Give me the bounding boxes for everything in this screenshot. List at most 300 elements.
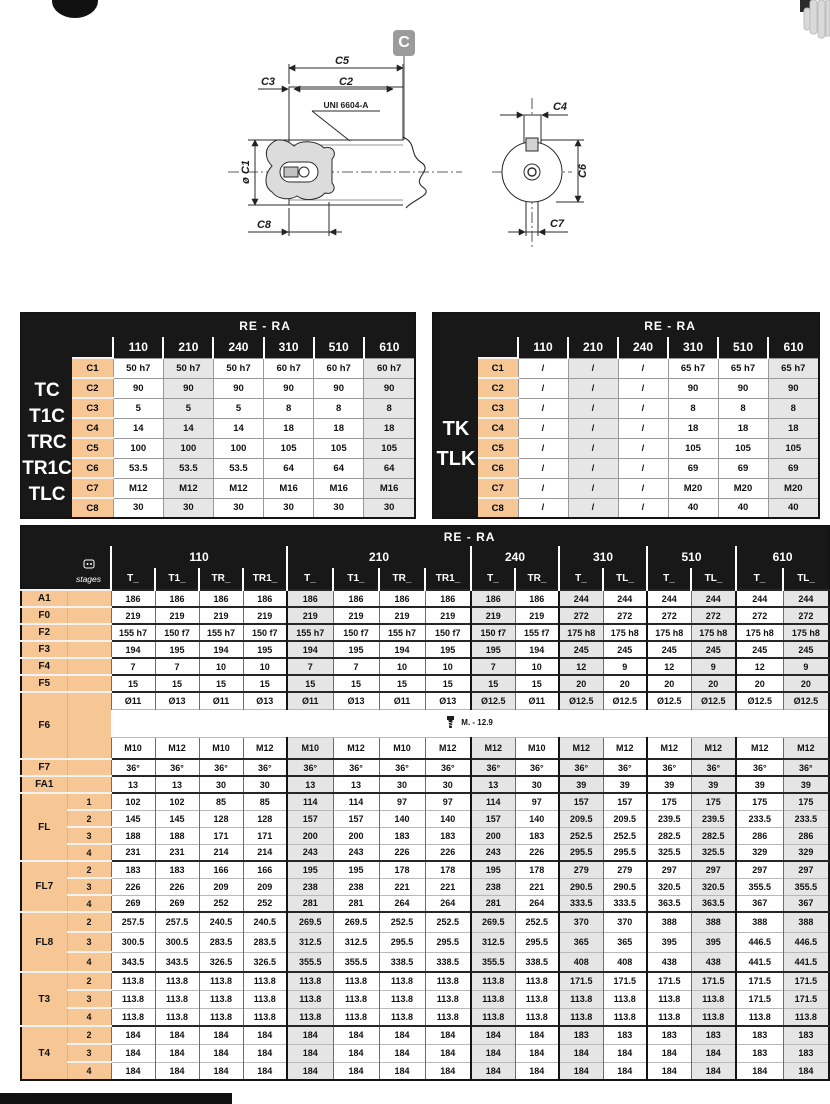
value-cell: Ø12.5 — [559, 692, 603, 709]
row-label-C7: C7 — [72, 478, 113, 498]
value-cell: 20 — [559, 675, 603, 692]
value-cell: 90 — [668, 378, 718, 398]
value-cell: Ø13 — [425, 692, 471, 709]
value-cell: 188 — [111, 827, 155, 844]
value-cell: 252 — [243, 895, 287, 912]
value-cell: 272 — [736, 607, 783, 624]
value-cell: 10 — [243, 658, 287, 675]
value-cell: 14 — [113, 418, 163, 438]
stage-cell: 2 — [67, 810, 111, 827]
value-cell: 150 f7 — [425, 624, 471, 641]
value-cell: 240.5 — [199, 912, 243, 932]
value-cell: 113.8 — [425, 1008, 471, 1026]
value-cell: 30 — [264, 498, 314, 518]
value-cell: 184 — [425, 1026, 471, 1044]
value-cell: 175 h8 — [783, 624, 829, 641]
value-cell: 194 — [111, 641, 155, 658]
value-cell: / — [618, 418, 668, 438]
value-cell: 113.8 — [155, 990, 199, 1008]
value-cell: 195 — [333, 861, 379, 878]
value-cell: M10 — [287, 737, 333, 759]
row-label-C3: C3 — [72, 398, 113, 418]
value-cell: 257.5 — [155, 912, 199, 932]
size-group-header: 610 — [736, 546, 829, 568]
value-cell: 184 — [515, 1062, 559, 1080]
value-cell: 14 — [213, 418, 263, 438]
series-group-label — [21, 313, 72, 518]
value-cell: 238 — [471, 878, 515, 895]
value-cell: 18 — [314, 418, 364, 438]
value-cell: 90 — [768, 378, 819, 398]
value-cell: M12 — [736, 737, 783, 759]
value-cell: 20 — [647, 675, 691, 692]
value-cell: 329 — [736, 844, 783, 861]
mount-column-header: T_ — [736, 568, 783, 590]
value-cell: 183 — [783, 1044, 829, 1062]
value-cell: 183 — [603, 1026, 647, 1044]
value-cell: 408 — [559, 952, 603, 972]
value-cell: 36° — [515, 759, 559, 776]
stage-cell: 3 — [67, 827, 111, 844]
value-cell: 184 — [471, 1062, 515, 1080]
value-cell: M12 — [213, 478, 263, 498]
value-cell: 150 f7 — [333, 624, 379, 641]
table-title: RE - RA — [478, 313, 819, 337]
value-cell: 338.5 — [379, 952, 425, 972]
value-cell: 194 — [379, 641, 425, 658]
value-cell: M12 — [333, 737, 379, 759]
value-cell: M12 — [691, 737, 736, 759]
value-cell: 367 — [783, 895, 829, 912]
value-cell: 65 h7 — [718, 358, 768, 378]
mount-column-header: TL_ — [691, 568, 736, 590]
mount-column-header: T_ — [559, 568, 603, 590]
value-cell: 175 h8 — [603, 624, 647, 641]
size-column-header: 110 — [518, 337, 568, 358]
value-cell: 15 — [111, 675, 155, 692]
value-cell: 272 — [691, 607, 736, 624]
value-cell: 36° — [111, 759, 155, 776]
value-cell: M10 — [515, 737, 559, 759]
value-cell: 195 — [333, 641, 379, 658]
value-cell: 438 — [691, 952, 736, 972]
value-cell: 113.8 — [691, 990, 736, 1008]
row-label-C1: C1 — [72, 358, 113, 378]
value-cell: 100 — [113, 438, 163, 458]
value-cell: 184 — [287, 1044, 333, 1062]
value-cell: 7 — [287, 658, 333, 675]
dim-label-c3: C3 — [260, 76, 276, 88]
value-cell: 184 — [471, 1044, 515, 1062]
stage-cell: 4 — [67, 895, 111, 912]
value-cell: M12 — [113, 478, 163, 498]
value-cell: 243 — [333, 844, 379, 861]
value-cell: 15 — [199, 675, 243, 692]
size-column-header: 240 — [213, 337, 263, 358]
mount-column-header: T1_ — [155, 568, 199, 590]
value-cell: M16 — [264, 478, 314, 498]
value-cell: 113.8 — [783, 1008, 829, 1026]
value-cell: 329 — [783, 844, 829, 861]
value-cell: 183 — [736, 1026, 783, 1044]
value-cell: 209 — [199, 878, 243, 895]
value-cell: 269 — [155, 895, 199, 912]
value-cell: M20 — [668, 478, 718, 498]
value-cell: 155 f7 — [515, 624, 559, 641]
value-cell: M12 — [155, 737, 199, 759]
value-cell: 325.5 — [647, 844, 691, 861]
value-cell: 102 — [111, 793, 155, 810]
value-cell: 18 — [364, 418, 415, 438]
value-cell: 195 — [155, 641, 199, 658]
value-cell: 157 — [603, 793, 647, 810]
value-cell: / — [568, 418, 618, 438]
value-cell: 39 — [647, 776, 691, 793]
value-cell: / — [518, 498, 568, 518]
value-cell: 105 — [768, 438, 819, 458]
value-cell: 281 — [287, 895, 333, 912]
value-cell: 171.5 — [736, 990, 783, 1008]
value-cell: 184 — [111, 1062, 155, 1080]
value-cell: 226 — [155, 878, 199, 895]
value-cell: Ø12.5 — [736, 692, 783, 709]
value-cell: 184 — [425, 1044, 471, 1062]
value-cell: 441.5 — [736, 952, 783, 972]
value-cell: 238 — [333, 878, 379, 895]
value-cell: 244 — [559, 590, 603, 607]
value-cell: 264 — [379, 895, 425, 912]
size-group-header: 110 — [111, 546, 287, 568]
value-cell: 145 — [155, 810, 199, 827]
value-cell: 39 — [783, 776, 829, 793]
value-cell: 113.8 — [199, 990, 243, 1008]
value-cell: 282.5 — [647, 827, 691, 844]
value-cell: 184 — [471, 1026, 515, 1044]
size-column-header: 210 — [163, 337, 213, 358]
row-label-C8: C8 — [72, 498, 113, 518]
value-cell: 175 — [783, 793, 829, 810]
value-cell: 175 — [647, 793, 691, 810]
mount-column-header: T_ — [647, 568, 691, 590]
row-label-FL: FL — [21, 793, 67, 861]
value-cell: 100 — [163, 438, 213, 458]
value-cell: 355.5 — [736, 878, 783, 895]
value-cell: 9 — [603, 658, 647, 675]
value-cell: 184 — [515, 1026, 559, 1044]
size-column-header: 310 — [668, 337, 718, 358]
value-cell: 113.8 — [515, 1008, 559, 1026]
value-cell: 183 — [647, 1026, 691, 1044]
value-cell: 194 — [515, 641, 559, 658]
value-cell: 7 — [111, 658, 155, 675]
value-cell: 30 — [243, 776, 287, 793]
stage-cell — [67, 776, 111, 793]
row-label-C4: C4 — [72, 418, 113, 438]
section-badge: C — [393, 30, 415, 56]
value-cell: / — [568, 478, 618, 498]
value-cell: Ø12.5 — [603, 692, 647, 709]
value-cell: Ø11 — [111, 692, 155, 709]
mount-column-header: TR_ — [199, 568, 243, 590]
value-cell: 283.5 — [199, 932, 243, 952]
value-cell: 10 — [515, 658, 559, 675]
value-cell: 186 — [243, 590, 287, 607]
value-cell: Ø11 — [515, 692, 559, 709]
value-cell: 30 — [213, 498, 263, 518]
value-cell: 113.8 — [379, 990, 425, 1008]
series-group-label — [433, 313, 478, 518]
value-cell: 300.5 — [155, 932, 199, 952]
value-cell: 395 — [647, 932, 691, 952]
value-cell: 157 — [287, 810, 333, 827]
stage-cell — [67, 675, 111, 692]
value-cell: 113.8 — [691, 1008, 736, 1026]
value-cell: 171.5 — [783, 972, 829, 990]
row-label-FA1: FA1 — [21, 776, 67, 793]
value-cell: 388 — [736, 912, 783, 932]
value-cell: 183 — [691, 1026, 736, 1044]
value-cell: 113.8 — [471, 1008, 515, 1026]
value-cell: 114 — [287, 793, 333, 810]
value-cell: 113.8 — [243, 990, 287, 1008]
size-group-header: 310 — [559, 546, 647, 568]
value-cell: 171 — [199, 827, 243, 844]
value-cell: 166 — [243, 861, 287, 878]
value-cell: 12 — [736, 658, 783, 675]
value-cell: / — [568, 498, 618, 518]
stage-cell: 2 — [67, 861, 111, 878]
value-cell: 113.8 — [111, 990, 155, 1008]
value-cell: 194 — [199, 641, 243, 658]
value-cell: 36° — [287, 759, 333, 776]
value-cell: 195 — [287, 861, 333, 878]
value-cell: 15 — [425, 675, 471, 692]
value-cell: 290.5 — [603, 878, 647, 895]
mount-column-header: T_ — [471, 568, 515, 590]
value-cell: / — [518, 478, 568, 498]
value-cell: 15 — [155, 675, 199, 692]
value-cell: 97 — [425, 793, 471, 810]
value-cell: 8 — [718, 398, 768, 418]
value-cell: 12 — [647, 658, 691, 675]
stage-cell: 4 — [67, 844, 111, 861]
value-cell: 395 — [691, 932, 736, 952]
value-cell: 243 — [287, 844, 333, 861]
value-cell: 388 — [691, 912, 736, 932]
stage-cell: 3 — [67, 932, 111, 952]
value-cell: 36° — [199, 759, 243, 776]
value-cell: 257.5 — [111, 912, 155, 932]
size-group-header: 210 — [287, 546, 471, 568]
value-cell: 40 — [718, 498, 768, 518]
value-cell: 175 — [736, 793, 783, 810]
value-cell: 446.5 — [783, 932, 829, 952]
value-cell: 171.5 — [603, 972, 647, 990]
value-cell: Ø13 — [333, 692, 379, 709]
end-view — [492, 98, 584, 247]
value-cell: 105 — [668, 438, 718, 458]
value-cell: M12 — [243, 737, 287, 759]
value-cell: 30 — [113, 498, 163, 518]
value-cell: 5 — [163, 398, 213, 418]
value-cell: 39 — [736, 776, 783, 793]
value-cell: M12 — [471, 737, 515, 759]
value-cell: 113.8 — [243, 972, 287, 990]
side-view — [228, 64, 462, 236]
value-cell: 113.8 — [379, 1008, 425, 1026]
value-cell: 226 — [111, 878, 155, 895]
value-cell: 367 — [736, 895, 783, 912]
value-cell: 8 — [364, 398, 415, 418]
value-cell: 40 — [668, 498, 718, 518]
value-cell: Ø12.5 — [647, 692, 691, 709]
value-cell: 36° — [243, 759, 287, 776]
value-cell: 97 — [379, 793, 425, 810]
stage-cell: 4 — [67, 952, 111, 972]
value-cell: 105 — [314, 438, 364, 458]
value-cell: M12 — [559, 737, 603, 759]
value-cell: 128 — [199, 810, 243, 827]
value-cell: 113.8 — [379, 972, 425, 990]
value-cell: 85 — [243, 793, 287, 810]
value-cell: 10 — [199, 658, 243, 675]
value-cell: 113.8 — [603, 1008, 647, 1026]
value-cell: 365 — [603, 932, 647, 952]
value-cell: 39 — [559, 776, 603, 793]
value-cell: 441.5 — [783, 952, 829, 972]
mount-column-header: TR1_ — [243, 568, 287, 590]
value-cell: 13 — [333, 776, 379, 793]
value-cell: 343.5 — [155, 952, 199, 972]
series-name: TRC — [27, 432, 67, 453]
value-cell: 113.8 — [111, 1008, 155, 1026]
value-cell: 370 — [559, 912, 603, 932]
value-cell: M10 — [111, 737, 155, 759]
value-cell: 50 h7 — [113, 358, 163, 378]
value-cell: 175 h8 — [647, 624, 691, 641]
value-cell: 30 — [163, 498, 213, 518]
value-cell: 5 — [113, 398, 163, 418]
value-cell: 184 — [425, 1062, 471, 1080]
value-cell: 184 — [199, 1062, 243, 1080]
value-cell: 30 — [314, 498, 364, 518]
value-cell: 184 — [559, 1044, 603, 1062]
value-cell: 333.5 — [559, 895, 603, 912]
value-cell: 186 — [287, 590, 333, 607]
size-group-header: 510 — [647, 546, 736, 568]
series-name: TR1C — [22, 458, 72, 479]
value-cell: 219 — [155, 607, 199, 624]
value-cell: / — [568, 458, 618, 478]
value-cell: 370 — [603, 912, 647, 932]
value-cell: 9 — [691, 658, 736, 675]
row-label-C7: C7 — [478, 478, 518, 498]
value-cell: 283.5 — [243, 932, 287, 952]
value-cell: 186 — [111, 590, 155, 607]
value-cell: 269 — [111, 895, 155, 912]
value-cell: 113.8 — [111, 972, 155, 990]
value-cell: 269.5 — [471, 912, 515, 932]
value-cell: 214 — [199, 844, 243, 861]
stage-cell — [67, 607, 111, 624]
value-cell: 186 — [471, 590, 515, 607]
value-cell: 221 — [515, 878, 559, 895]
value-cell: 219 — [379, 607, 425, 624]
dim-label-c6: C6 — [577, 163, 589, 179]
mount-column-header: T_ — [111, 568, 155, 590]
gear-thumbnail-icon — [784, 0, 830, 40]
value-cell: 113.8 — [243, 1008, 287, 1026]
value-cell: 53.5 — [163, 458, 213, 478]
value-cell: 53.5 — [113, 458, 163, 478]
row-label-C3: C3 — [478, 398, 518, 418]
value-cell: 195 — [425, 641, 471, 658]
dim-label-c4: C4 — [552, 101, 568, 113]
value-cell: 8 — [264, 398, 314, 418]
value-cell: 18 — [718, 418, 768, 438]
value-cell: 272 — [603, 607, 647, 624]
value-cell: 102 — [155, 793, 199, 810]
value-cell: 60 h7 — [364, 358, 415, 378]
value-cell: 184 — [515, 1044, 559, 1062]
value-cell: 10 — [425, 658, 471, 675]
size-column-header: 240 — [618, 337, 668, 358]
value-cell: Ø11 — [379, 692, 425, 709]
row-label-F2: F2 — [21, 624, 67, 641]
mount-column-header: TR_ — [379, 568, 425, 590]
value-cell: 30 — [199, 776, 243, 793]
value-cell: 90 — [314, 378, 364, 398]
size-column-header: 310 — [264, 337, 314, 358]
value-cell: 69 — [718, 458, 768, 478]
value-cell: Ø12.5 — [471, 692, 515, 709]
value-cell: 113.8 — [199, 972, 243, 990]
value-cell: 186 — [515, 590, 559, 607]
value-cell: 20 — [603, 675, 647, 692]
value-cell: 184 — [783, 1062, 829, 1080]
value-cell: 10 — [379, 658, 425, 675]
value-cell: 36° — [471, 759, 515, 776]
value-cell: Ø11 — [199, 692, 243, 709]
value-cell: 140 — [425, 810, 471, 827]
value-cell: 36° — [603, 759, 647, 776]
value-cell: 184 — [243, 1026, 287, 1044]
value-cell: 113.8 — [603, 990, 647, 1008]
value-cell: / — [568, 438, 618, 458]
value-cell: 186 — [379, 590, 425, 607]
value-cell: 13 — [111, 776, 155, 793]
value-cell: 245 — [559, 641, 603, 658]
stage-cell — [67, 590, 111, 607]
series-name: TLK — [436, 448, 476, 470]
value-cell: 184 — [736, 1062, 783, 1080]
value-cell: 157 — [559, 793, 603, 810]
value-cell: 140 — [379, 810, 425, 827]
series-name: TC — [34, 380, 60, 401]
value-cell: 295.5 — [559, 844, 603, 861]
stage-cell: 1 — [67, 793, 111, 810]
row-label-F0: F0 — [21, 607, 67, 624]
value-cell: 128 — [243, 810, 287, 827]
dim-label-c7: C7 — [549, 218, 565, 230]
value-cell: 36° — [783, 759, 829, 776]
screw-note-text: M. - 12.9 — [461, 717, 493, 727]
stage-cell: 4 — [67, 1062, 111, 1080]
value-cell: 100 — [213, 438, 263, 458]
value-cell: 297 — [783, 861, 829, 878]
row-label-C6: C6 — [72, 458, 113, 478]
row-label-A1: A1 — [21, 590, 67, 607]
